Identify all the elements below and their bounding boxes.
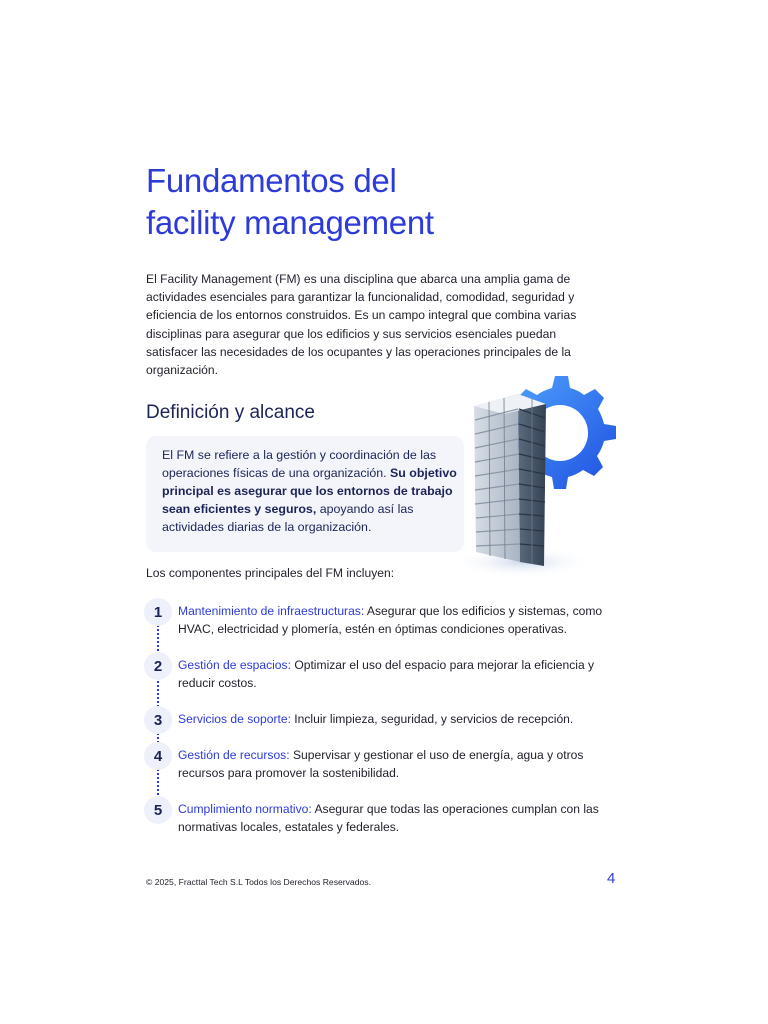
building-illustration [474,394,546,566]
callout-text-part2: apoyando así las actividades diarias de la organización. [162,502,414,534]
intro-paragraph: El Facility Management (FM) es una disciplina que abarca una amplia gama de actividades esenciales para garantizar la funcionalidad, comodidad, seguridad y eficiencia de los entornos construidos. Es un campo integral que combina varias disciplinas para asegurar que los edificios y sus servicios esenciales puedan satisfacer las necesidades de los ocupantes y las operaciones principales de la organización. [146,272,577,378]
step-number-badge: 4 [144,742,172,770]
step-description: Asegurar que todas las operaciones cumplan con las normativas locales, estatales y federales. [178,802,599,835]
step-text [178,800,626,837]
step-text [178,602,626,639]
footer-copyright: © 2025, Fracttal Tech S.L Todos los Derechos Reservados. [146,877,371,887]
callout-text-part1: El FM se refiere a la gestión y coordinación de las operaciones físicas de una organización. [162,448,437,480]
step-term: Mantenimiento de infraestructuras: [178,604,365,618]
section-subtitle: Definición y alcance [146,402,315,423]
step-text [178,746,626,783]
callout-text [162,446,462,536]
step-number-badge: 2 [144,652,172,680]
components-intro: Los componentes principales del FM incluyen: [146,566,395,580]
definition-callout [146,436,464,552]
page-title-line-2: facility management [146,204,434,241]
step-term: Gestión de espacios: [178,658,291,672]
step-description: Asegurar que los edificios y sistemas, como HVAC, electricidad y plomería, estén en óptimas condiciones operativas. [178,604,603,637]
page-title-line-1: Fundamentos del [146,162,397,199]
step-term: Gestión de recursos: [178,748,290,762]
page-title [146,160,434,244]
step-text [178,656,626,693]
step-term: Servicios de soporte: [178,712,291,726]
step-term: Cumplimiento normativo: [178,802,312,816]
step-number-badge: 5 [144,796,172,824]
step-description: Incluir limpieza, seguridad, y servicios de recepción. [290,712,574,726]
step-number-badge: 3 [144,706,172,734]
callout-text-bold: Su objetivo principal es asegurar que los entornos de trabajo sean eficientes y seguros, [162,466,457,516]
page-number: 4 [607,870,616,887]
step-text [178,710,626,728]
step-description: Optimizar el uso del espacio para mejorar la eficiencia y reducir costos. [178,658,595,691]
step-number-badge: 1 [144,598,172,626]
building-gear-illustration [460,366,630,580]
step-description: Supervisar y gestionar el uso de energía, agua y otros recursos para promover la sostenibilidad. [178,748,584,781]
